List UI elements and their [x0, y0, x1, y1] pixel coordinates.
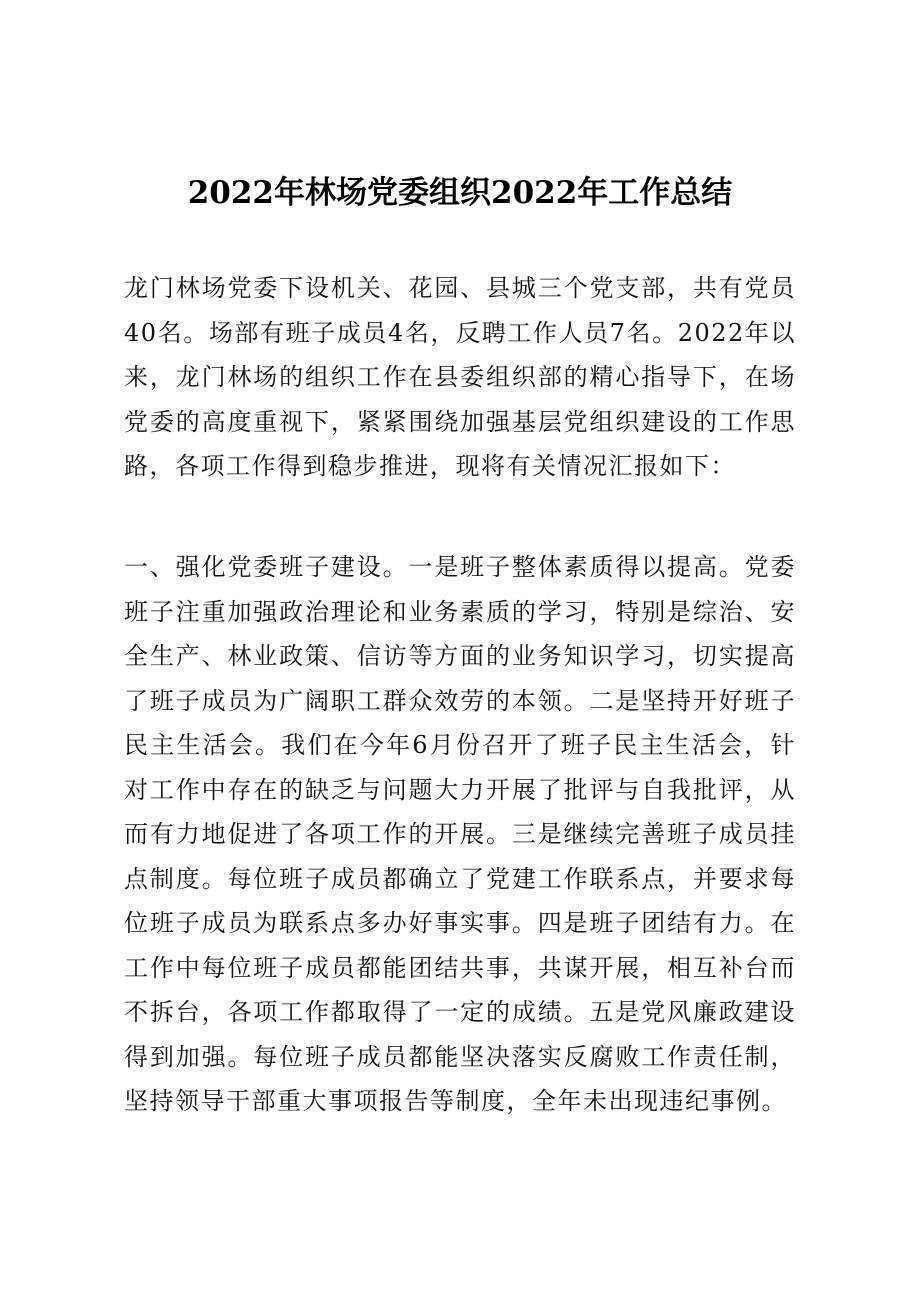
paragraph-intro: 龙门林场党委下设机关、花园、县城三个党支部，共有党员40名。场部有班子成员4名，反聘工作人员7名。2022年以来，龙门林场的组织工作在县委组织部的精心指导下，在场党委的高度重视下，紧紧围绕加强基层党组织建设的工作思路，各项工作得到稳步推进，现将有关情况汇报如下：	[124, 274, 796, 480]
document-title: 2022年林场党委组织2022年工作总结	[187, 175, 733, 211]
paragraph-section-one: 一、强化党委班子建设。一是班子整体素质得以提高。党委班子注重加强政治理论和业务素质的学习，特别是综治、安全生产、林业政策、信访等方面的业务知识学习，切实提高了班子成员为广阔职工群众效劳的本领。二是坚持开好班子民主生活会。我们在今年6月份召开了班子民主生活会，针对工作中存在的缺乏与问题大力开展了批评与自我批评，从而有力地促进了各项工作的开展。三是继续完善班子成员挂点制度。每位班子成员都确立了党建工作联系点，并要求每位班子成员为联系点多办好事实事。四是班子团结有力。在工作中每位班子成员都能团结共事，共谋开展，相互补台而不拆台，各项工作都取得了一定的成绩。五是党风廉政建设得到加强。每位班子成员都能坚决落实反腐败工作责任制，坚持领导干部重大事项报告等制度，全年未出现违纪事例。	[124, 553, 796, 1115]
